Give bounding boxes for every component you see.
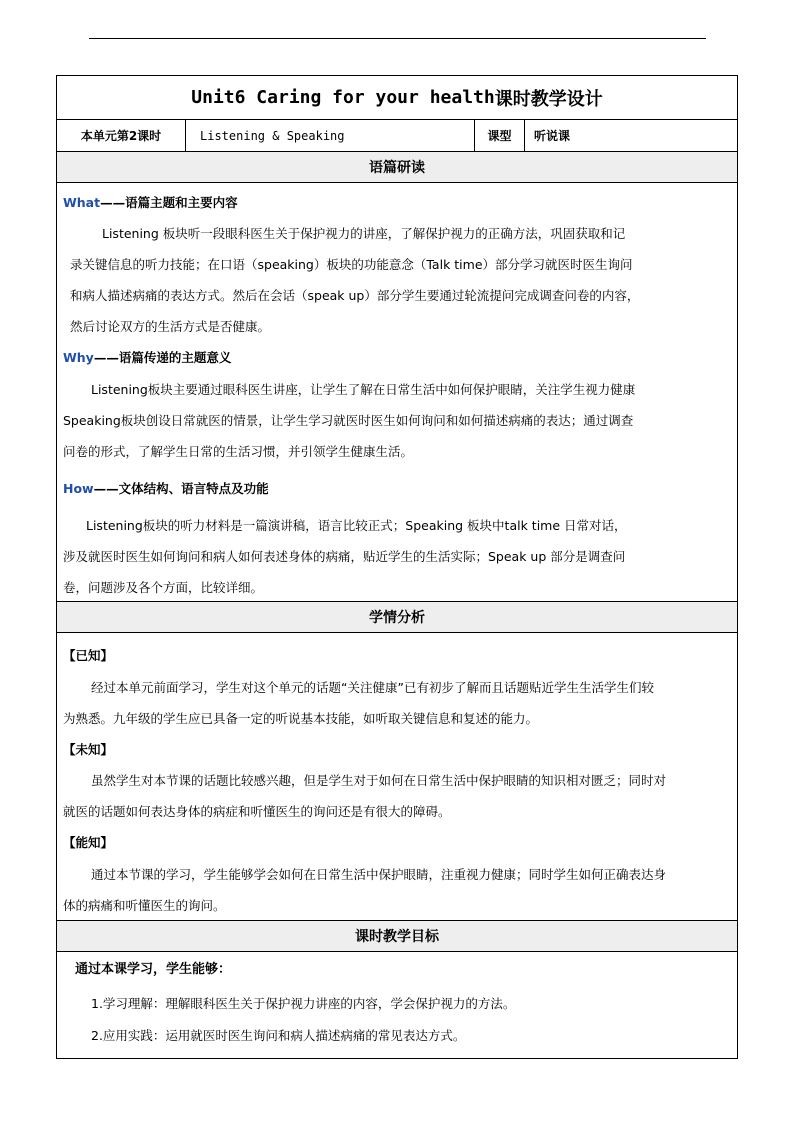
type-value: 听说课 (534, 129, 571, 143)
why-line: Listening板块主要通过眼科医生讲座，让学生了解在日常生活中如何保护眼睛，关注学生视力健康 (91, 382, 636, 397)
how-line: 涉及就医时医生如何询问和病人如何表述身体的病痛，贴近学生的生活实际；Speak up 部分是调查问 (63, 549, 626, 564)
how-line: 卷，问题涉及各个方面，比较详细。 (63, 580, 264, 595)
objectives-lead: 通过本课学习，学生能够： (75, 962, 232, 977)
unknown-label: 【未知】 (63, 742, 114, 757)
unknown-line: 虽然学生对本节课的话题比较感兴趣，但是学生对于如何在日常生活中保护眼睛的知识相对匮乏；同时对 (91, 773, 667, 788)
what-line: 然后讨论双方的生活方式是否健康。 (70, 319, 271, 334)
section-heading-objectives: 课时教学目标 (57, 921, 737, 952)
lesson-value: Listening & Speaking (186, 120, 475, 151)
unknown-line: 就医的话题如何表达身体的病症和听懂医生的询问还是有很大的障碍。 (63, 804, 451, 819)
objective-item: 1.学习理解：理解眼科医生关于保护视力讲座的内容，学会保护视力的方法。 (91, 996, 516, 1011)
lesson-label: 本单元第2课时 (57, 120, 186, 151)
why-heading: Why——语篇传递的主题意义 (63, 350, 232, 365)
what-line: 录关键信息的听力技能；在口语（speaking）板块的功能意念（Talk time）部分学习就医时医生询问 (70, 257, 633, 272)
how-line: Listening板块的听力材料是一篇演讲稿，语言比较正式；Speaking 板块中talk time 日常对话， (86, 518, 627, 533)
objectives-section (57, 952, 737, 1058)
student-analysis-section (57, 633, 737, 921)
objective-item: 2.应用实践：运用就医时医生询问和病人描述病痛的常见表达方式。 (91, 1028, 466, 1043)
title-english: Unit6 Caring for your health (191, 87, 495, 108)
section-heading-student-analysis: 学情分析 (57, 602, 737, 633)
able-label: 【能知】 (63, 835, 114, 850)
why-line: Speaking板块创设日常就医的情景，让学生学习就医时医生如何询问和如何描述病痛的表达；通过调查 (63, 413, 634, 428)
able-line: 体的病痛和听懂医生的询问。 (63, 898, 226, 913)
what-line: 和病人描述病痛的表达方式。然后在会话（speak up）部分学生要通过轮流提问完成调查问卷的内容， (70, 288, 640, 303)
known-line: 经过本单元前面学习，学生对这个单元的话题“关注健康”已有初步了解而且话题贴近学生生活学生们较 (91, 680, 654, 695)
lesson-plan-table (56, 75, 738, 1059)
meta-row (57, 120, 737, 152)
known-line: 为熟悉。九年级的学生应已具备一定的听说基本技能，如听取关键信息和复述的能力。 (63, 711, 539, 726)
what-line: Listening 板块听一段眼科医生关于保护视力的讲座，了解保护视力的正确方法，巩固获取和记 (102, 226, 626, 241)
known-label: 【已知】 (63, 648, 114, 663)
type-label: 课型 (475, 120, 525, 151)
section-heading-text-analysis: 语篇研读 (57, 152, 737, 183)
page-title (57, 76, 737, 120)
able-line: 通过本节课的学习，学生能够学会如何在日常生活中保护眼睛，注重视力健康；同时学生如何正确表达身 (91, 867, 667, 882)
title-chinese: 课时教学设计 (494, 88, 603, 110)
how-heading: How——文体结构、语言特点及功能 (63, 481, 269, 496)
what-heading: What——语篇主题和主要内容 (63, 195, 238, 210)
why-line: 问卷的形式，了解学生日常的生活习惯，并引领学生健康生活。 (63, 444, 414, 459)
text-analysis-section (57, 183, 737, 602)
header-rule (89, 38, 706, 39)
